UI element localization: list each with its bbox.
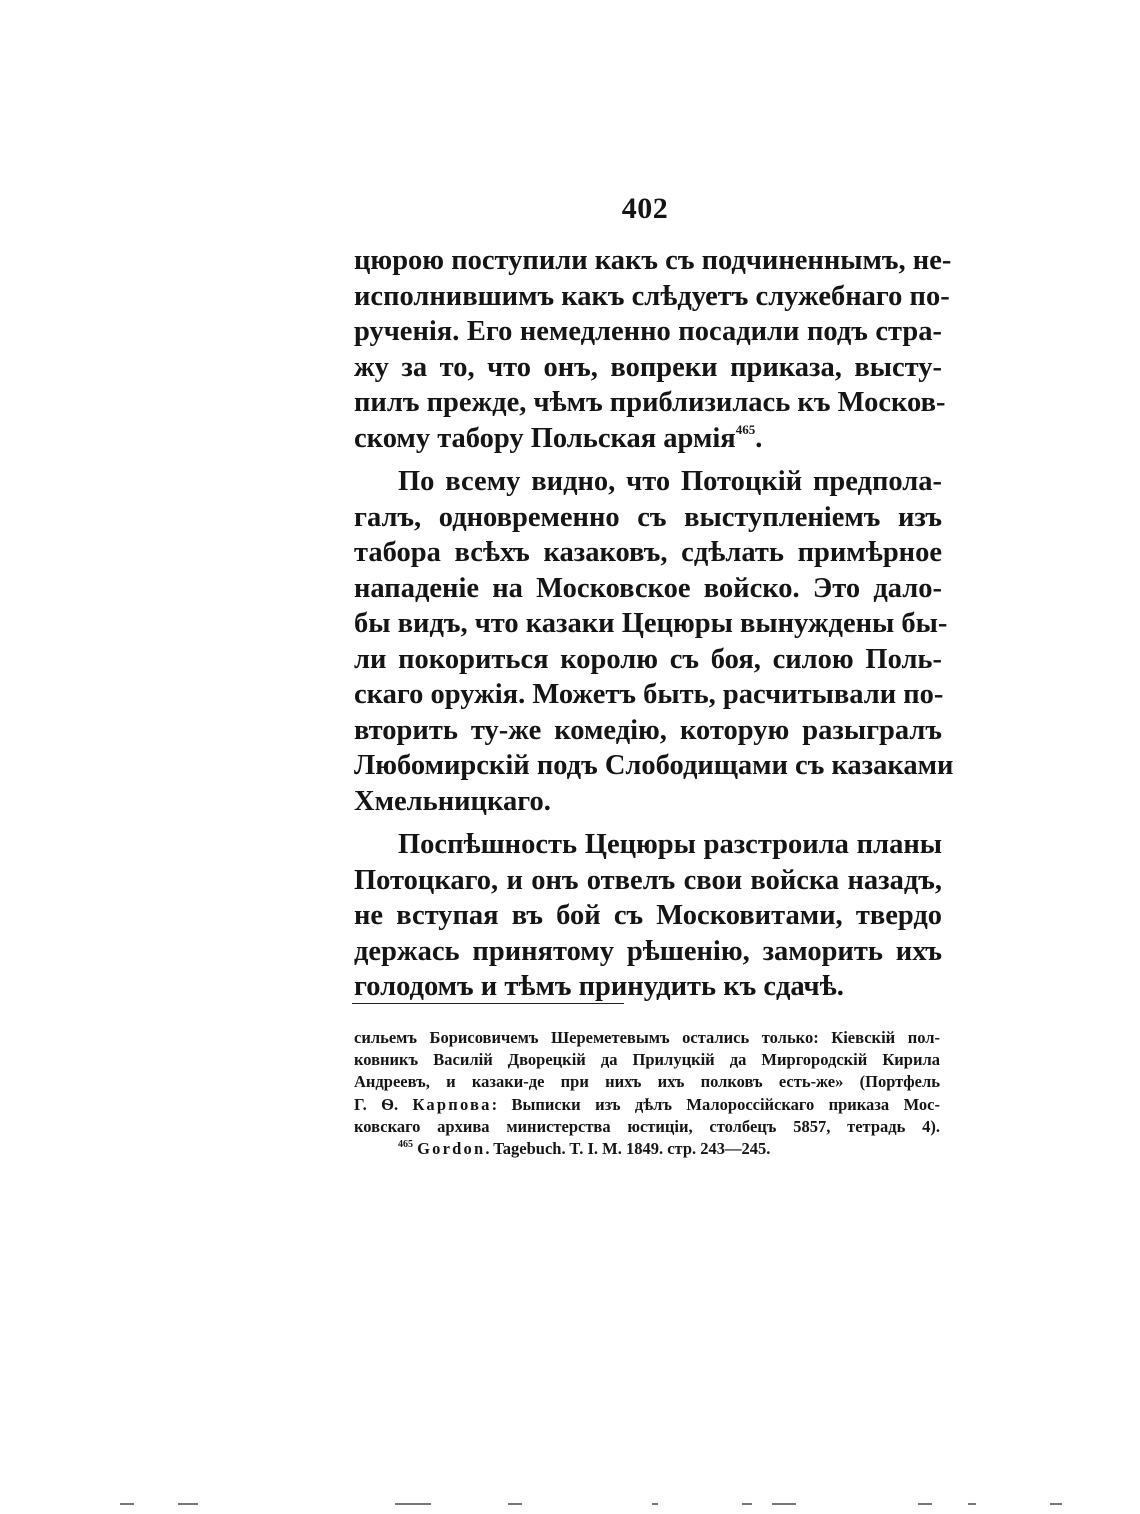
footnote-line [354,1138,940,1160]
scan-artifact [918,1503,932,1505]
footnote-divider [352,1003,624,1004]
scan-artifact [968,1503,976,1505]
text-line: Потоцкаго, и онъ отвелъ свои войска назадъ, [354,864,942,896]
footnotes [354,1027,940,1160]
footnote-ref: 465 [735,421,756,437]
footnote-line: ковскаго архива министерства юстиціи, столбецъ 5857, тетрадь 4). [354,1116,940,1136]
footnote-segment: . Tagebuch. T. I. M. 1849. стр. 243—245. [485,1139,771,1159]
text-segment: . [755,422,763,454]
text-line: Поспѣшность Цецюры разстроила планы [398,829,942,860]
author-name: Gordon [417,1139,486,1159]
text-line: жу за то, что онъ, вопреки приказа, высту- [354,351,942,383]
footnote-segment: : Выписки изъ дѣлъ Малороссійскаго приказа Мос- [491,1094,940,1114]
text-line: рученія. Его немедленно посадили подъ стра- [354,316,942,347]
text-line: ли покориться королю съ боя, силою Поль- [354,643,942,675]
footnote-line: Андреевъ, и казаки-де при нихъ ихъ полковъ есть-же» (Портфель [354,1072,940,1092]
scan-artifact [178,1503,198,1505]
scan-artifact [120,1503,134,1505]
text-line: скаго оружія. Можетъ быть, расчитывали по- [354,679,944,710]
scan-artifact [395,1503,431,1505]
scan-artifact [742,1503,752,1505]
page-number: 402 [621,192,669,225]
footnote-line [354,1094,940,1116]
scan-artifact [652,1503,658,1505]
text-line: Хмельницкаго. [354,785,551,817]
text-line: не вступая въ бой съ Московитами, твердо [354,900,942,931]
scan-artifact [1050,1503,1062,1505]
text-line: голодомъ и тѣмъ принудить къ сдачѣ. [354,971,844,1002]
footnote-line: сильемъ Борисовичемъ Шереметевымъ остались только: Кіевскій пол- [354,1028,940,1047]
text-line: Любомирскій подъ Слободищами съ казаками [354,750,954,781]
text-line: цюрою поступили какъ съ подчиненнымъ, не- [354,245,952,276]
footnote-segment: Г. Ѳ. [354,1094,413,1114]
text-line: галъ, одновременно съ выступленіемъ изъ [354,501,942,533]
text-line [354,421,942,457]
text-line: пилъ прежде, чѣмъ приблизилась къ Москов- [354,387,946,418]
text-line: По всему видно, что Потоцкій предпола- [398,466,942,497]
text-line: бы видъ, что казаки Цецюры вынуждены бы- [354,608,948,639]
scan-artifact [508,1503,522,1505]
text-line: исполнившимъ какъ слѣдуетъ служебнаго по- [354,280,950,312]
text-line: вторить ту-же комедію, которую разыгралъ [354,714,942,746]
text-line: держась принятому рѣшенію, заморить ихъ [354,935,942,967]
author-name: Карпова [412,1094,492,1114]
footnote-number: 465 [398,1139,413,1151]
text-segment: скому табору Польская армія [354,422,736,454]
text-line: нападеніе на Московское войско. Это дало- [354,572,942,604]
footnote-line: ковникъ Василій Дворецкій да Прилуцкій да Миргородскій Кирила [354,1050,940,1070]
body-text [354,243,954,1005]
scan-artifact [772,1503,796,1505]
text-line: табора всѣхъ казаковъ, сдѣлать примѣрное [354,537,942,568]
